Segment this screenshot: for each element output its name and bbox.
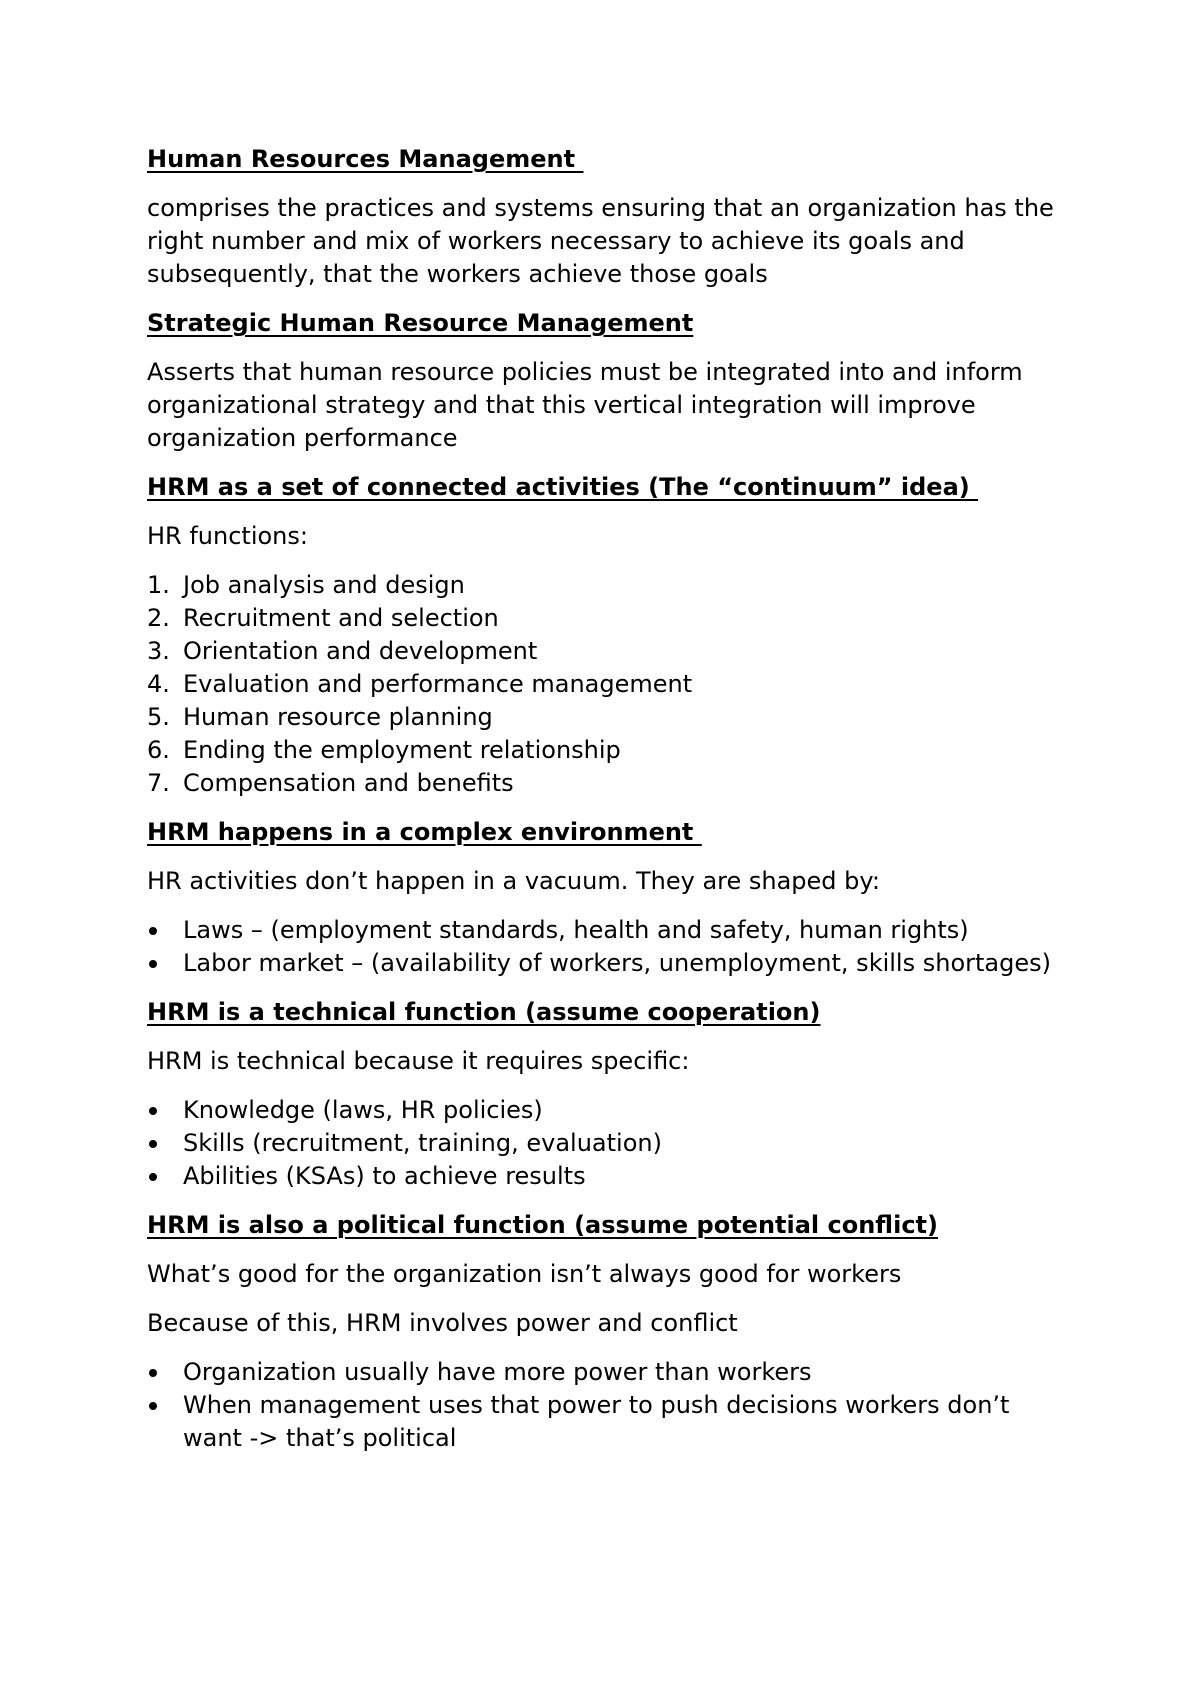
list-item [147,1127,1057,1160]
heading-shrm: Strategic Human Resource Management [147,309,694,337]
list-item [147,1356,1057,1389]
environment-bullet-list [147,914,1057,980]
list-item-text: Human resource planning [183,703,493,731]
paragraph-political-1: What’s good for the organization isn’t always good for workers [147,1260,902,1288]
bullet-icon [149,1369,157,1377]
list-item [147,569,1057,602]
list-item [147,1094,1057,1127]
list-item-text: Labor market – (availability of workers, unemployment, skills shortages) [183,949,1051,977]
list-item-text: Compensation and benefits [183,769,514,797]
bullet-icon [149,927,157,935]
heading-technical: HRM is a technical function (assume cooperation) [147,998,821,1026]
bullet-icon [149,1173,157,1181]
paragraph-hrm-definition: comprises the practices and systems ensuring that an organization has the right number and mix of workers necessary to achieve its goals and subsequently, that the workers achieve those goals [147,194,1054,288]
list-number: 1. [147,571,170,599]
paragraph-environment-intro: HR activities don’t happen in a vacuum. They are shaped by: [147,867,880,895]
paragraph-technical-intro: HRM is technical because it requires specific: [147,1047,690,1075]
bullet-icon [149,1140,157,1148]
list-item-text: Skills (recruitment, training, evaluation) [183,1129,662,1157]
heading-hrm: Human Resources Management [147,145,584,173]
bullet-icon [149,1402,157,1410]
list-item-text: Laws – (employment standards, health and safety, human rights) [183,916,969,944]
bullet-icon [149,1107,157,1115]
list-item [147,914,1057,947]
list-item-text: Organization usually have more power than workers [183,1358,812,1386]
list-item [147,1389,1057,1455]
heading-environment: HRM happens in a complex environment [147,818,702,846]
list-item-text: Ending the employment relationship [183,736,621,764]
list-number: 2. [147,604,170,632]
list-item-text: Abilities (KSAs) to achieve results [183,1162,586,1190]
list-number: 4. [147,670,170,698]
list-item [147,701,1057,734]
political-bullet-list [147,1356,1057,1455]
technical-bullet-list [147,1094,1057,1193]
paragraph-political-2: Because of this, HRM involves power and conflict [147,1309,738,1337]
list-item-text: Orientation and development [183,637,538,665]
heading-continuum: HRM as a set of connected activities (The “continuum” idea) [147,473,979,501]
list-item [147,668,1057,701]
heading-political: HRM is also a political function (assume potential conflict) [147,1211,938,1239]
list-item [147,947,1057,980]
list-item [147,602,1057,635]
paragraph-hr-functions-intro: HR functions: [147,522,308,550]
list-item-text: When management uses that power to push decisions workers don’t want -> that’s political [183,1391,1010,1452]
list-item-text: Evaluation and performance management [183,670,693,698]
list-item-text: Knowledge (laws, HR policies) [183,1096,543,1124]
list-number: 6. [147,736,170,764]
document-page [147,143,1057,1471]
paragraph-shrm-definition: Asserts that human resource policies must be integrated into and inform organizational strategy and that this vertical integration will improve organization performance [147,358,1023,452]
list-item [147,767,1057,800]
list-item-text: Job analysis and design [183,571,465,599]
list-item-text: Recruitment and selection [183,604,499,632]
list-item [147,734,1057,767]
bullet-icon [149,960,157,968]
hr-functions-list [147,569,1057,800]
list-item [147,635,1057,668]
list-number: 7. [147,769,170,797]
list-item [147,1160,1057,1193]
list-number: 5. [147,703,170,731]
list-number: 3. [147,637,170,665]
